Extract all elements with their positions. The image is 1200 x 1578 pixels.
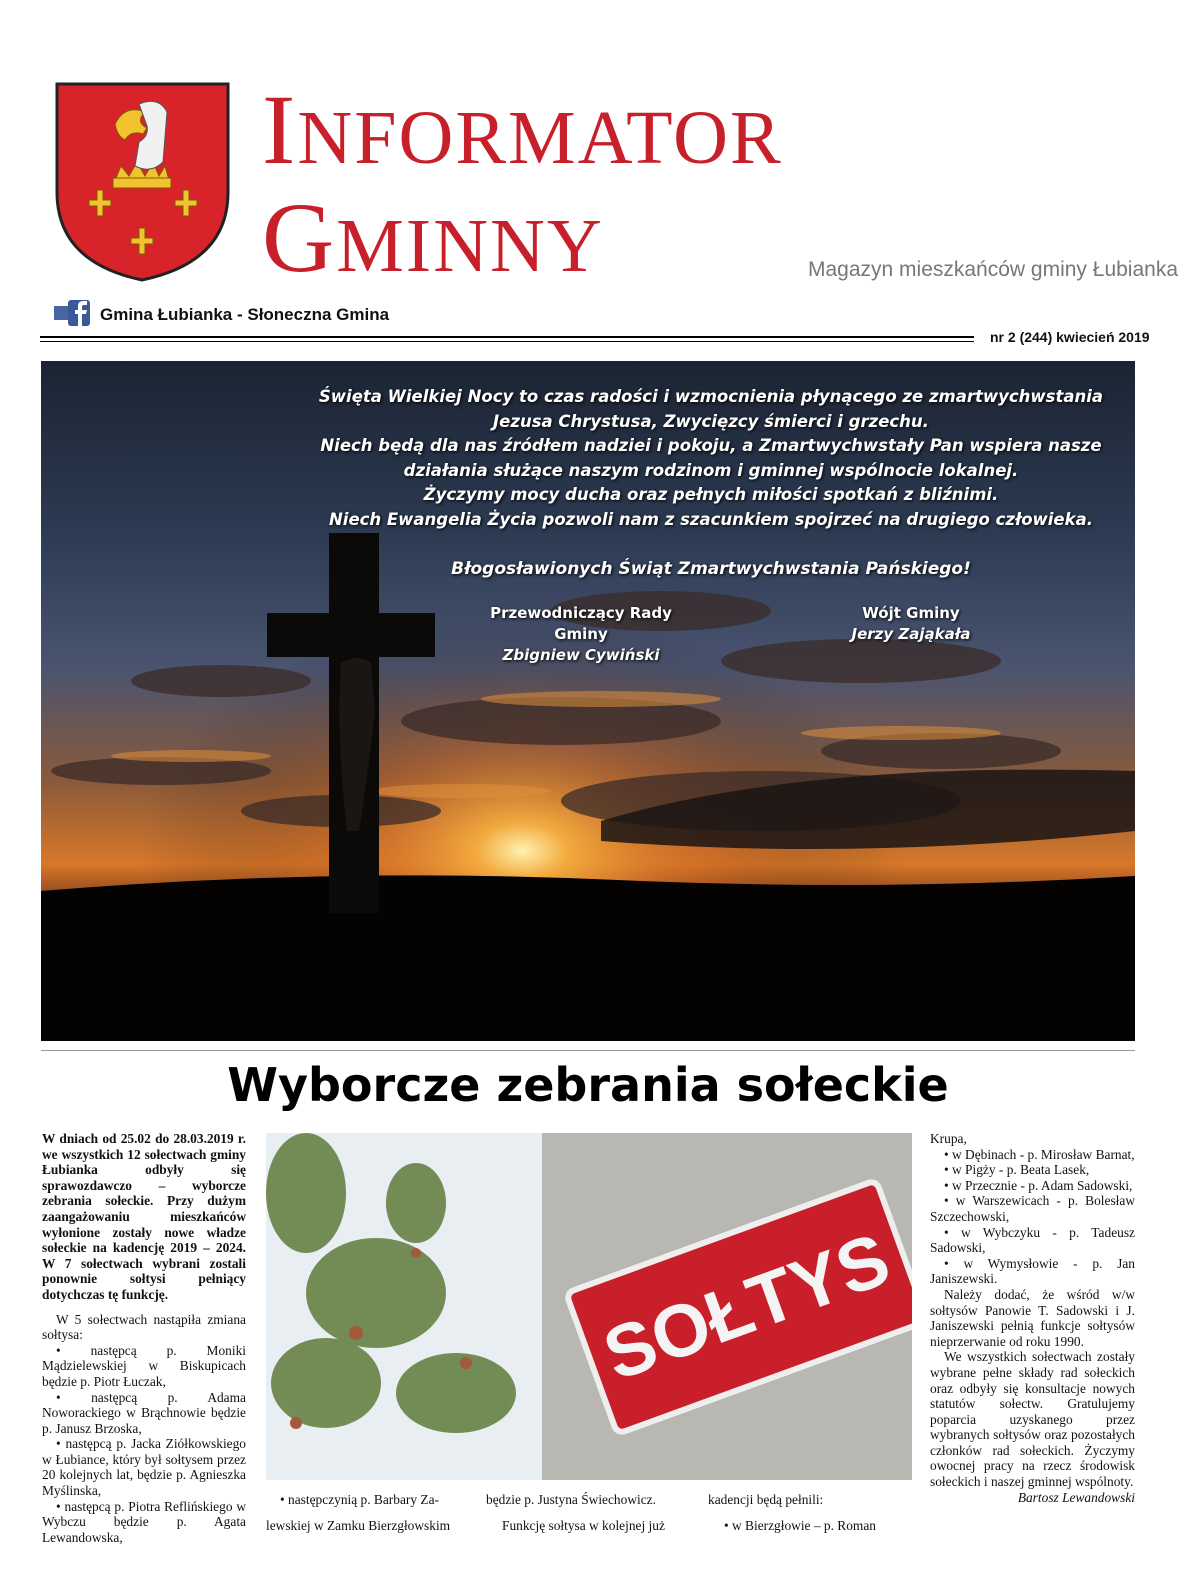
- easter-hero-image: [41, 361, 1135, 1041]
- easter-wish-line: Jezusa Chrystusa, Zwycięzcy śmierci i grzechu.: [493, 411, 929, 431]
- article-line: Funkcję sołtysa w kolejnej już: [502, 1518, 665, 1533]
- article-photo: [266, 1133, 912, 1480]
- photo-sign-text: SOŁTYS: [593, 1216, 900, 1397]
- article-headline: Wyborcze zebrania sołeckie: [227, 1058, 949, 1112]
- facebook-page-link[interactable]: Gmina Łubianka - Słoneczna Gmina: [100, 305, 390, 324]
- article-line: • następczynią p. Barbary Za-: [280, 1492, 439, 1507]
- easter-wish-line: działania służące naszym rodzinom i gminnej wspólnocie lokalnej.: [403, 460, 1019, 480]
- magazine-title-line2: GMINNY: [262, 182, 604, 293]
- article-line: Krupa,: [930, 1131, 967, 1146]
- article-list-item: • w Przecznie - p. Adam Sadowski,: [944, 1177, 1133, 1193]
- header-divider: [40, 336, 974, 338]
- article-paragraph: W 5 sołectwach nastąpiła zmiana sołtysa:: [42, 1311, 246, 1343]
- article-list-item: • w Pigży - p. Beata Lasek,: [944, 1162, 1090, 1178]
- article-paragraph: We wszystkich sołectwach zostały wybrane pełne składy rad sołeckich oraz odbyły się konsultacje nowych statutów sołectw. Gratulujemy poparcia uzyskanego przez wybranych sołtysów oraz pozostałych członków rad sołeckich. Życzymy owocnej pracy na rzecz środowisk sołeckich i naszej gminnej wspólnoty.: [930, 1349, 1135, 1490]
- article-list-item: • następcą p. Piotra Reflińskiego w Wybczu będzie p. Agata Lewandowska,: [42, 1498, 246, 1545]
- article-line: lewskiej w Zamku Bierzgłowskim: [266, 1518, 451, 1533]
- article-column-left: [42, 1131, 246, 1545]
- article-column-mid3: [708, 1487, 912, 1539]
- article-list-item: • następcą p. Adama Noworackiego w Brąchnowie będzie p. Janusz Brzoska,: [42, 1389, 246, 1436]
- article-author: Bartosz Lewandowski: [1017, 1489, 1135, 1505]
- signature-name: Zbigniew Cywiński: [502, 646, 660, 664]
- easter-wish-line: Niech Ewangelia Życia pozwoli nam z szacunkiem spojrzeć na drugiego człowieka.: [328, 509, 1093, 529]
- easter-wish-line: Życzymy mocy ducha oraz pełnych miłości spotkań z bliźnimi.: [423, 485, 999, 504]
- article-column-mid2: [486, 1487, 690, 1539]
- section-divider: [41, 1050, 1135, 1051]
- article-column-right: [930, 1131, 1135, 1505]
- signature-council-chair: [461, 603, 701, 666]
- signature-role: Wójt Gminy: [862, 604, 960, 622]
- article-lead: W dniach od 25.02 do 28.03.2019 r. we wszystkich 12 sołectwach gminy Łubianka odbyły się sprawozdawczo – wyborcze zebrania sołeckie. Przy dużym zaangażowaniu mieszkańców wyłonione zostały nowe władze sołeckie na kadencję 2019 – 2024. W 7 sołectwach wybrani zostali ponownie sołtysi pełniący dotychczas tę funkcję.: [42, 1131, 246, 1302]
- article-line: będzie p. Justyna Świechowicz.: [486, 1492, 656, 1507]
- header-divider-thin: [40, 341, 974, 342]
- article-line: kadencji będą pełnili:: [708, 1492, 824, 1507]
- article-list-item: • następcą p. Moniki Mądzielewskiej w Biskupicach będzie p. Piotr Łuczak,: [42, 1342, 246, 1389]
- easter-wish-line: Święta Wielkiej Nocy to czas radości i wzmocnienia płynącego ze zmartwychwstania: [318, 387, 1104, 406]
- signature-mayor: [831, 603, 991, 645]
- magazine-subtitle: Magazyn mieszkańców gminy Łubianka: [808, 258, 1179, 281]
- issue-number: nr 2 (244) kwiecień 2019: [990, 329, 1150, 345]
- soltys-sign-photo: [266, 1133, 912, 1480]
- facebook-icon: [54, 300, 90, 326]
- article-list-item: • następcą p. Jacka Ziółkowskiego w Łubiance, który był sołtysem przez 20 kolejnych lat, będzie p. Agnieszka Myślinska,: [42, 1436, 246, 1499]
- article-column-mid1: [266, 1487, 470, 1539]
- article-line: • w Bierzgłowie – p. Roman: [724, 1518, 876, 1533]
- article-list-item: • w Dębinach - p. Mirosław Barnat,: [944, 1146, 1135, 1162]
- signature-role: Przewodniczący Rady Gminy: [490, 604, 672, 643]
- article-list-item: • w Wymysłowie - p. Jan Janiszewski.: [930, 1255, 1135, 1287]
- easter-wish-line: Niech będą dla nas źródłem nadziei i pokoju, a Zmartwychwstały Pan wspiera nasze: [320, 436, 1102, 455]
- signature-name: Jerzy Zająkała: [851, 625, 971, 643]
- article-list-item: • w Warszewicach - p. Bolesław Szczechowski,: [930, 1193, 1135, 1224]
- coat-of-arms: [55, 82, 230, 282]
- article-list-item: • w Wybczyku - p. Tadeusz Sadowski,: [930, 1224, 1135, 1256]
- easter-greeting: Błogosławionych Świąt Zmartwychwstania Pańskiego!: [451, 559, 971, 579]
- article-paragraph: Należy dodać, że wśród w/w sołtysów Panowie T. Sadowski i J. Janiszewski pełnią funkcje sołtysów nieprzerwanie od roku 1990.: [930, 1286, 1135, 1349]
- magazine-title-line1: INFORMATOR: [262, 74, 783, 185]
